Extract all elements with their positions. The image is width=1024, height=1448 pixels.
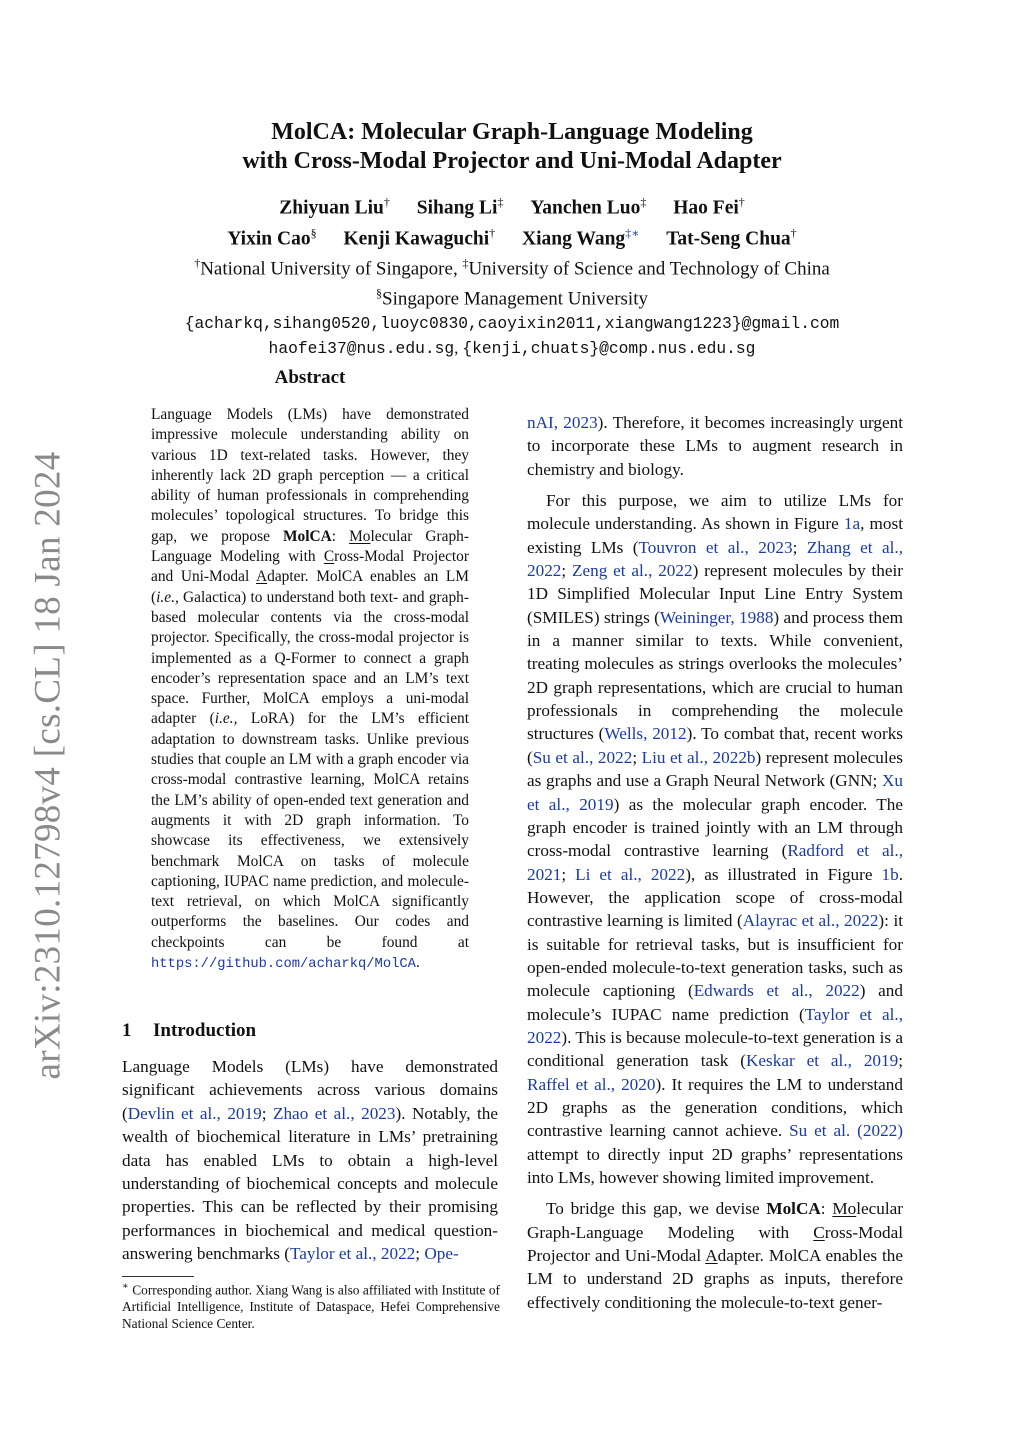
citation-link[interactable]: Xu et al., 2019: [527, 771, 903, 814]
arxiv-identifier-stamp: [18, 451, 78, 1079]
citation-link[interactable]: Zhang et al., 2022: [527, 537, 903, 581]
footnote-divider: [122, 1276, 194, 1277]
paragraph: To bridge this gap, we devise MolCA: Molecular Graph-Language Modeling with Cross-Modal Projector and Uni-Modal Adapter. MolCA enables the LM to understand 2D graphs as inputs, therefore effectively conditioning the molecule-to-text gener-: [527, 1199, 904, 1312]
author: Yixin Cao§: [227, 225, 317, 249]
email-line-1: {acharkq,sihang0520,luoyc0830,caoyixin2011,xiangwang1223}@gmail.com: [184, 313, 840, 333]
affiliation-line-2: §Singapore Management University: [376, 286, 648, 310]
citation-link[interactable]: Devlin et al., 2019: [127, 1103, 262, 1123]
email-line-2: haofei37@nus.edu.sg, {kenji,chuats}@comp.nus.edu.sg: [268, 337, 756, 358]
author: Xiang Wang‡∗: [522, 225, 640, 249]
section-number: 1: [122, 1020, 132, 1041]
citation-link[interactable]: Alayrac et al., 2022: [742, 911, 879, 931]
figure-reference-link[interactable]: 1a: [843, 514, 861, 534]
footnote: ∗ Corresponding author. Xiang Wang is also affiliated with Institute of Artificial Intelligence, Institute of Dataspace, Hefei Comprehensive National Science Center.: [122, 1281, 500, 1332]
author-row-2: [120, 221, 904, 252]
right-column-body: [527, 411, 903, 1314]
introduction-paragraph: Language Models (LMs) have demonstrated significant achievements across various domains (Devlin et al., 2019; Zhao et al., 2023). Notably, the wealth of biochemical literature in LMs’ pretraining data has enabled LMs to obtain a high-level understanding of biochemical concepts and molecule properties. This can be reflected by their promising performances in biochemical and medical question-answering benchmarks (Taylor et al., 2022; Ope-: [122, 1057, 498, 1264]
author: Hao Fei†: [673, 195, 745, 219]
affiliation-line-1: †National University of Singapore, ‡University of Science and Technology of China: [194, 256, 830, 280]
author: Kenji Kawaguchi†: [343, 225, 496, 249]
paper-header: [120, 118, 904, 361]
citation-link[interactable]: Zhao et al., 2023: [272, 1103, 396, 1123]
section-heading-introduction: [122, 1020, 502, 1042]
citation-link[interactable]: Li et al., 2022: [575, 864, 686, 884]
author: Sihang Li‡: [416, 195, 504, 219]
paper-title-line-2: with Cross-Modal Projector and Uni-Modal Adapter: [242, 148, 782, 174]
citation-link[interactable]: Touvron et al., 2023: [638, 537, 793, 557]
citation-link[interactable]: nAI, 2023: [527, 413, 598, 432]
citation-link[interactable]: Keskar et al., 2019: [746, 1051, 899, 1071]
citation-link[interactable]: Raffel et al., 2020: [527, 1074, 656, 1094]
citation-link[interactable]: Liu et al., 2022b: [641, 747, 756, 767]
abstract-heading: Abstract: [274, 367, 346, 388]
citation-link[interactable]: Taylor et al., 2022: [290, 1244, 416, 1264]
citation-link[interactable]: Radford et al., 2021: [527, 841, 903, 884]
citation-link[interactable]: Weininger, 1988: [659, 607, 774, 627]
abstract-body: Language Models (LMs) have demonstrated impressive molecule understanding ability on various 1D text-related tasks. However, they inherently lack 2D graph perception — a critical ability of human professionals in comprehending molecules’ topological structures. To bridge this gap, we propose MolCA: Molecular Graph-Language Modeling with Cross-Modal Projector and Uni-Modal Adapter. MolCA enables an LM (i.e., Galactica) to understand both text- and graph-based molecular contents via the cross-modal projector. Specifically, the cross-modal projector is implemented as a Q-Former to connect a graph encoder’s representation space and an LM’s text space. Further, MolCA employs a uni-modal adapter (i.e., LoRA) for the LM’s efficient adaptation to downstream tasks. Unlike previous studies that couple an LM with a graph encoder via cross-modal contrastive learning, MolCA retains the LM’s ability of open-ended text generation and augments it with 2D graph information. To showcase its effectiveness, we extensively benchmark MolCA on tasks of molecule captioning, IUPAC name prediction, and molecule-text retrieval, on which MolCA significantly outperforms the baselines. Our codes and checkpoints can be found at https://github.com/acharkq/MolCA.: [151, 406, 469, 973]
paper-title-line-1: MolCA: Molecular Graph-Language Modeling: [271, 119, 753, 145]
citation-link[interactable]: Zeng et al., 2022: [571, 561, 693, 581]
author: Tat-Seng Chua†: [666, 225, 797, 249]
author-row-1: [120, 190, 904, 221]
section-title: Introduction: [153, 1020, 257, 1041]
citation-link[interactable]: Su et al., 2022: [532, 747, 633, 767]
citation-link[interactable]: Edwards et al., 2022: [693, 981, 860, 1001]
citation-link[interactable]: Ope-: [424, 1244, 459, 1264]
code-repository-link[interactable]: https://github.com/acharkq/MolCA: [151, 957, 416, 973]
author: Yanchen Luo‡: [530, 195, 647, 219]
citation-link[interactable]: Wells, 2012: [604, 724, 687, 744]
paragraph: For this purpose, we aim to utilize LMs for molecule understanding. As shown in Figure 1a, most existing LMs (Touvron et al., 2023; Zhang et al., 2022; Zeng et al., 2022) represent molecules by their 1D Simplified Molecular Input Line Entry System (SMILES) strings (Weininger, 1988) and process them in a manner similar to texts. While convenient, treating molecules as strings overlooks the molecules’ 2D graph representations, which are crucial to human professionals in comprehending the molecule structures (Wells, 2012). To combat that, recent works (Su et al., 2022; Liu et al., 2022b) represent molecules as graphs and use a Graph Neural Network (GNN; Xu et al., 2019) as the molecular graph encoder. The graph encoder is trained jointly with an LM through cross-modal contrastive learning (Radford et al., 2021; Li et al., 2022), as illustrated in Figure 1b. However, the application scope of cross-modal contrastive learning is limited (Alayrac et al., 2022): it is suitable for retrieval tasks, but is insufficient for open-ended molecule-to-text generation tasks, such as molecule captioning (Edwards et al., 2022) and molecule’s IUPAC name prediction (Taylor et al., 2022). This is because molecule-to-text generation is a conditional generation task (Keskar et al., 2019; Raffel et al., 2020). It requires the LM to understand 2D graphs as the generation conditions, which contrastive learning cannot achieve. Su et al. (2022) attempt to directly input 2D graphs’ representations into LMs, however showing limited improvement.: [527, 491, 904, 1187]
author: Zhiyuan Liu†: [279, 195, 390, 219]
citation-link[interactable]: Su et al. (2022): [789, 1121, 903, 1141]
paragraph: nAI, 2023). Therefore, it becomes increasingly urgent to incorporate these LMs to augment research in chemistry and biology.: [527, 413, 904, 479]
citation-link[interactable]: Taylor et al., 2022: [527, 1004, 904, 1047]
arxiv-stamp-text: arXiv:2310.12798v4 [cs.CL] 18 Jan 2024: [27, 451, 69, 1079]
figure-reference-link[interactable]: 1b: [881, 864, 899, 884]
